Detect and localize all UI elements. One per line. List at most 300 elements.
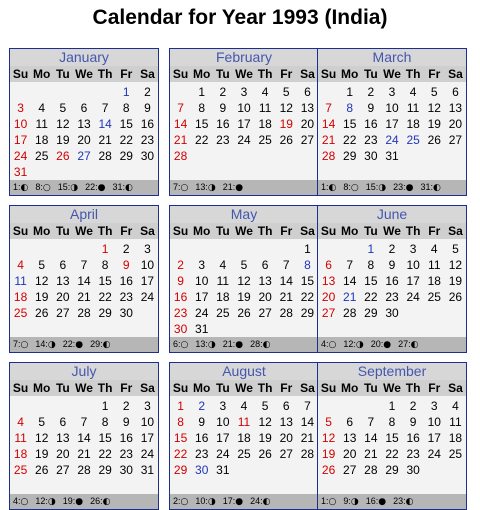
day-cell: 7 [80, 258, 88, 272]
day-cell: 10 [406, 258, 420, 272]
day-cell: 19 [427, 117, 441, 131]
day-cell: 23 [119, 447, 133, 461]
day-cell: 23 [195, 447, 209, 461]
month-calendar-august [169, 362, 319, 510]
weekday-label: Sa [448, 67, 463, 81]
empty-day-cell [445, 305, 466, 321]
day-cell: 5 [59, 101, 67, 115]
day-cell: 24 [13, 149, 28, 163]
moon-phase-icon: ● [383, 340, 392, 350]
day-cell: 12 [237, 274, 251, 288]
day-cell: 13 [343, 431, 357, 445]
month-name: March [318, 49, 466, 66]
day-cell: 12 [279, 101, 293, 115]
moon-phase-icon: ◑ [207, 497, 216, 507]
day-cell: 22 [343, 133, 357, 147]
weekday-label: Su [320, 381, 337, 395]
moon-phases-bar [170, 180, 318, 195]
day-cell: 1 [198, 85, 206, 99]
day-cell: 20 [56, 447, 70, 461]
moon-phases-bar [10, 337, 158, 352]
day-cell: 3 [144, 242, 151, 256]
day-cell: 24 [140, 447, 155, 461]
day-cell: 16 [119, 431, 133, 445]
day-cell: 28 [321, 149, 336, 163]
day-cell: 8 [177, 415, 184, 429]
month-calendar-july [9, 362, 159, 510]
empty-day-cell [212, 148, 233, 164]
day-cell: 20 [279, 431, 293, 445]
day-cell: 18 [35, 133, 49, 147]
weekday-header [318, 380, 466, 396]
empty-day-cell [73, 84, 94, 100]
day-cell: 19 [35, 290, 49, 304]
moon-phase: 2:○ [173, 496, 189, 507]
day-cell: 6 [325, 258, 332, 272]
day-cell: 10 [140, 415, 155, 429]
day-cell: 1 [367, 242, 375, 256]
day-cell: 11 [406, 101, 420, 115]
day-cell: 13 [56, 431, 70, 445]
day-cell: 9 [177, 274, 184, 288]
moon-phase-icon: ◐ [410, 340, 419, 350]
day-cell: 28 [279, 306, 293, 320]
moon-phase: 4:○ [13, 496, 29, 507]
day-cell: 17 [427, 431, 441, 445]
weekday-header [10, 380, 158, 396]
day-cell: 4 [430, 242, 438, 256]
month-name: July [10, 363, 158, 380]
empty-day-cell [233, 321, 254, 337]
day-cell: 15 [119, 117, 133, 131]
day-cell: 7 [101, 101, 109, 115]
weekday-label: Th [97, 67, 113, 81]
day-cell: 26 [35, 306, 49, 320]
day-cell: 27 [258, 306, 272, 320]
week-row [170, 100, 318, 116]
day-cell: 16 [195, 431, 209, 445]
day-cell: 26 [35, 463, 49, 477]
moon-phase: 28:◐ [250, 339, 271, 350]
week-row [10, 257, 158, 273]
day-cell: 15 [195, 117, 209, 131]
empty-day-cell [276, 321, 297, 337]
moon-phase-icon: ◑ [47, 340, 56, 350]
day-cell: 28 [77, 463, 91, 477]
day-cell: 31 [195, 322, 209, 336]
month-name: January [10, 49, 158, 66]
day-cell: 3 [240, 85, 248, 99]
weekday-header [318, 223, 466, 239]
day-cell: 21 [173, 133, 188, 147]
day-cell: 3 [17, 101, 24, 115]
day-cell: 29 [385, 463, 399, 477]
day-cell: 1 [346, 85, 354, 99]
empty-day-cell [31, 241, 52, 257]
day-cell: 2 [388, 242, 396, 256]
weekday-label: Mo [193, 224, 211, 238]
day-cell: 1 [388, 399, 396, 413]
day-cell: 20 [300, 117, 315, 131]
day-cell: 22 [195, 133, 209, 147]
day-cell: 9 [122, 258, 130, 272]
day-cell: 9 [219, 101, 227, 115]
weekday-label: Th [405, 224, 421, 238]
weekday-label: Tu [55, 381, 70, 395]
empty-day-cell [318, 241, 339, 257]
day-cell: 15 [300, 274, 315, 288]
empty-day-cell [170, 241, 191, 257]
moon-phase-icon: ● [235, 340, 244, 350]
day-cell: 30 [364, 149, 378, 163]
weekday-label: Fr [280, 224, 293, 238]
day-grid [10, 82, 158, 180]
empty-day-cell [31, 398, 52, 414]
day-cell: 29 [98, 463, 112, 477]
week-row [10, 446, 158, 462]
moon-phase: 12:◑ [343, 339, 364, 350]
weekday-header [170, 380, 318, 396]
moon-phase-icon: ◐ [102, 340, 111, 350]
day-cell: 4 [38, 101, 46, 115]
day-cell: 10 [237, 101, 251, 115]
day-cell: 9 [198, 415, 206, 429]
moon-phase: 31:◐ [112, 182, 133, 193]
day-cell: 14 [279, 274, 293, 288]
weekday-label: We [383, 381, 401, 395]
day-cell: 15 [98, 274, 112, 288]
week-row [318, 430, 466, 446]
weekday-label: We [235, 67, 253, 81]
empty-day-cell [445, 462, 466, 478]
moon-phases-bar [170, 337, 318, 352]
moon-phase-icon: ○ [328, 497, 337, 507]
day-cell: 12 [258, 415, 272, 429]
day-cell: 8 [367, 258, 375, 272]
weekday-label: Th [405, 381, 421, 395]
moon-phase: 9:◑ [343, 496, 359, 507]
empty-day-cell [255, 148, 276, 164]
day-cell: 18 [216, 290, 230, 304]
day-cell: 29 [300, 306, 315, 320]
moon-phases-bar [318, 180, 466, 195]
day-cell: 16 [406, 431, 420, 445]
day-cell: 23 [140, 133, 155, 147]
day-cell: 25 [35, 149, 49, 163]
day-cell: 6 [59, 415, 67, 429]
weekday-label: We [235, 381, 253, 395]
moon-phases-bar [10, 494, 158, 509]
weekday-label: Su [172, 224, 189, 238]
weekday-label: Tu [215, 67, 230, 81]
day-cell: 2 [177, 258, 184, 272]
day-cell: 13 [77, 117, 91, 131]
day-cell: 20 [343, 447, 357, 461]
weekday-label: Fr [120, 67, 133, 81]
day-cell: 27 [77, 149, 91, 163]
weekday-label: Mo [341, 67, 359, 81]
day-cell: 3 [219, 399, 227, 413]
empty-day-cell [276, 148, 297, 164]
moon-phase-icon: ● [235, 183, 244, 193]
day-grid [170, 239, 318, 337]
day-cell: 2 [122, 242, 130, 256]
day-cell: 12 [448, 258, 463, 272]
week-row [170, 241, 318, 257]
moon-phase: 7:○ [13, 339, 29, 350]
empty-day-cell [297, 148, 318, 164]
moon-phase-icon: ◑ [47, 497, 56, 507]
weekday-label: Mo [33, 224, 51, 238]
day-cell: 23 [364, 133, 378, 147]
day-cell: 31 [13, 165, 28, 179]
day-cell: 20 [448, 117, 463, 131]
day-cell: 9 [367, 101, 375, 115]
day-cell: 9 [144, 101, 151, 115]
weekday-label: Th [257, 67, 273, 81]
empty-day-cell [424, 148, 445, 164]
week-row [318, 462, 466, 478]
day-cell: 14 [77, 431, 91, 445]
day-cell: 22 [98, 290, 112, 304]
day-cell: 4 [17, 415, 24, 429]
day-cell: 24 [140, 290, 155, 304]
day-cell: 7 [282, 258, 290, 272]
day-cell: 16 [140, 117, 155, 131]
weekday-label: Th [257, 224, 273, 238]
moon-phase: 8:○ [35, 182, 51, 193]
day-cell: 18 [406, 117, 420, 131]
moon-phase-icon: ◐ [433, 183, 441, 193]
moon-phase-icon: ◐ [125, 183, 133, 193]
day-cell: 21 [77, 290, 91, 304]
moon-phase: 21:● [222, 339, 244, 350]
weekday-label: We [235, 224, 253, 238]
weekday-label: Su [172, 67, 189, 81]
weekday-label: Tu [55, 224, 70, 238]
moon-phase-icon: ◐ [20, 183, 29, 193]
weekday-label: Su [320, 67, 337, 81]
day-cell: 13 [321, 274, 336, 288]
day-cell: 16 [119, 274, 133, 288]
day-cell: 4 [261, 85, 269, 99]
day-cell: 25 [427, 290, 441, 304]
empty-day-cell [297, 321, 318, 337]
empty-day-cell [445, 148, 466, 164]
weekday-label: Sa [300, 67, 315, 81]
week-row [10, 100, 158, 116]
day-cell: 14 [364, 431, 378, 445]
weekday-label: Fr [428, 224, 441, 238]
day-cell: 26 [258, 447, 272, 461]
moon-phase-icon: ○ [180, 183, 189, 193]
moon-phase-icon: ○ [350, 183, 359, 193]
week-row [10, 241, 158, 257]
day-cell: 11 [428, 258, 441, 272]
day-cell: 4 [409, 85, 417, 99]
day-cell: 5 [325, 415, 332, 429]
day-cell: 16 [364, 117, 378, 131]
day-cell: 30 [119, 463, 133, 477]
moon-phase: 7:○ [173, 182, 189, 193]
day-cell: 29 [173, 463, 188, 477]
day-cell: 1 [304, 242, 311, 256]
weekday-label: Fr [120, 224, 133, 238]
week-row [10, 398, 158, 414]
day-cell: 10 [13, 117, 28, 131]
moon-phase-icon: ● [75, 340, 84, 350]
day-cell: 3 [430, 399, 438, 413]
moon-phase: 12:◑ [35, 496, 56, 507]
empty-day-cell [116, 164, 137, 180]
moon-phase: 22:● [85, 182, 106, 193]
day-cell: 6 [282, 399, 290, 413]
moon-phases-bar [318, 337, 466, 352]
weekday-header [10, 66, 158, 82]
moon-phase: 16:● [365, 496, 387, 507]
weekday-label: Fr [428, 67, 441, 81]
empty-day-cell [52, 84, 73, 100]
moon-phase: 1:◐ [321, 182, 337, 193]
day-cell: 31 [216, 463, 230, 477]
day-cell: 6 [346, 415, 354, 429]
weekday-label: Sa [300, 381, 315, 395]
day-cell: 25 [258, 133, 272, 147]
day-cell: 23 [119, 290, 133, 304]
moon-phase-icon: ○ [180, 340, 189, 350]
weekday-label: Su [172, 381, 189, 395]
moon-phase: 17:● [222, 496, 244, 507]
weekday-label: Fr [280, 67, 293, 81]
empty-day-cell [276, 462, 297, 478]
weekday-label: Tu [215, 381, 230, 395]
moon-phase-icon: ○ [42, 183, 51, 193]
empty-day-cell [31, 84, 52, 100]
day-cell: 25 [13, 463, 28, 477]
week-row [10, 148, 158, 164]
day-cell: 8 [198, 101, 206, 115]
week-row [170, 446, 318, 462]
day-cell: 28 [98, 149, 112, 163]
day-cell: 25 [406, 133, 420, 147]
moon-phase: 26:◐ [90, 496, 111, 507]
day-cell: 16 [216, 117, 230, 131]
moon-phase: 1:○ [321, 496, 337, 507]
moon-phase: 8:○ [343, 182, 359, 193]
weekday-label: Mo [33, 381, 51, 395]
day-cell: 18 [448, 431, 463, 445]
month-calendar-april [9, 205, 159, 353]
month-calendar-february [169, 48, 319, 196]
day-cell: 31 [385, 149, 399, 163]
day-cell: 9 [388, 258, 396, 272]
day-cell: 21 [279, 290, 293, 304]
day-cell: 13 [300, 101, 315, 115]
day-cell: 30 [140, 149, 155, 163]
day-cell: 9 [409, 415, 417, 429]
day-cell: 30 [173, 322, 188, 336]
empty-day-cell [339, 241, 360, 257]
empty-day-cell [10, 84, 31, 100]
month-calendar-september [317, 362, 467, 510]
empty-day-cell [403, 148, 424, 164]
day-cell: 26 [448, 290, 463, 304]
day-cell: 25 [216, 306, 230, 320]
empty-day-cell [297, 462, 318, 478]
day-cell: 13 [56, 274, 70, 288]
week-row [10, 462, 158, 478]
day-cell: 11 [35, 117, 48, 131]
week-row [318, 116, 466, 132]
day-cell: 15 [343, 117, 357, 131]
day-cell: 31 [140, 463, 155, 477]
day-cell: 7 [80, 415, 88, 429]
day-cell: 8 [346, 101, 354, 115]
day-cell: 21 [364, 447, 378, 461]
day-cell: 12 [56, 117, 70, 131]
moon-phase-icon: ● [235, 497, 244, 507]
day-cell: 29 [98, 306, 112, 320]
moon-phase: 31:◐ [420, 182, 441, 193]
week-row [10, 116, 158, 132]
moon-phase-icon: ● [97, 183, 106, 193]
month-calendar-may [169, 205, 319, 353]
day-cell: 10 [216, 415, 230, 429]
day-cell: 15 [98, 431, 112, 445]
week-row [318, 414, 466, 430]
day-cell: 2 [122, 399, 130, 413]
day-cell: 5 [282, 85, 290, 99]
empty-day-cell [255, 462, 276, 478]
day-cell: 27 [56, 463, 70, 477]
day-cell: 26 [237, 306, 251, 320]
day-cell: 22 [385, 447, 399, 461]
day-cell: 10 [385, 101, 399, 115]
moon-phase: 6:○ [173, 339, 189, 350]
day-cell: 26 [427, 133, 441, 147]
week-row [10, 414, 158, 430]
empty-day-cell [424, 462, 445, 478]
day-cell: 20 [258, 290, 272, 304]
day-cell: 28 [364, 463, 378, 477]
weekday-header [10, 223, 158, 239]
day-cell: 27 [279, 447, 293, 461]
day-cell: 22 [364, 290, 378, 304]
page-title: Calendar for Year 1993 (India) [92, 6, 388, 29]
day-cell: 9 [122, 415, 130, 429]
day-cell: 23 [216, 133, 230, 147]
empty-day-cell [31, 164, 52, 180]
weekday-label: Sa [300, 224, 315, 238]
day-cell: 1 [177, 399, 184, 413]
day-cell: 8 [304, 258, 311, 272]
day-cell: 7 [346, 258, 354, 272]
weekday-label: Tu [215, 224, 230, 238]
week-row [170, 289, 318, 305]
day-grid [318, 396, 466, 478]
weekday-label: Th [257, 381, 273, 395]
day-cell: 26 [279, 133, 293, 147]
day-cell: 22 [119, 133, 133, 147]
empty-day-cell [339, 398, 360, 414]
empty-day-cell [95, 84, 116, 100]
day-cell: 28 [343, 306, 357, 320]
day-cell: 11 [14, 274, 27, 288]
day-cell: 17 [140, 274, 155, 288]
moon-phase: 10:◑ [195, 496, 216, 507]
day-grid [10, 396, 158, 478]
week-row [10, 84, 158, 100]
